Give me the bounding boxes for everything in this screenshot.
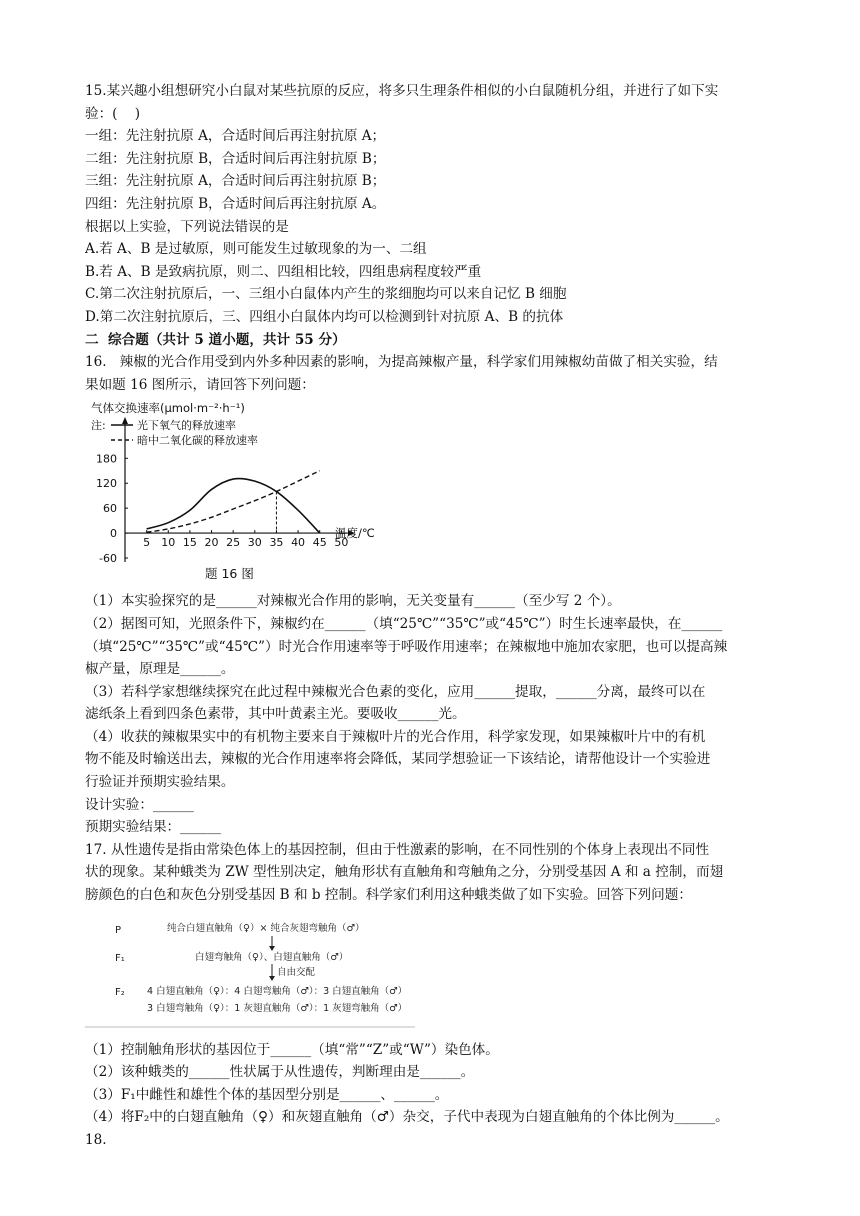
q15-option-a: A.若 A、B 是过敏原，则可能发生过敏现象的为一、二组: [85, 241, 427, 258]
question-17: [85, 839, 780, 1129]
q16-expected-result: 预期实验结果：______: [85, 819, 221, 836]
x-tick-label: 45: [312, 536, 327, 550]
q15-option-b: B.若 A、B 是致病抗原，则二、四组相比较，四组患病程度较严重: [85, 263, 482, 280]
q16-item-4c: 行验证并预期实验结果。: [85, 774, 235, 791]
chart-16: [85, 400, 375, 586]
q15-group-2: 二组：先注射抗原 B，合适时间后再注射抗原 B；: [85, 150, 386, 167]
q16-design-experiment: 设计实验：______: [85, 796, 194, 813]
q16-item-2a: （2）据图可知，光照条件下，辣椒约在______（填“25℃”“35℃”或“45℃”）时生长速率最快，在______: [85, 615, 723, 632]
q17-item-3: （3）F₁中雌性和雄性个体的基因型分别是______、______。: [85, 1086, 449, 1103]
q15-group-1: 一组：先注射抗原 A，合适时间后再注射抗原 A；: [85, 128, 386, 145]
question-18-label: 18.: [85, 1132, 107, 1148]
q17-stem-line3: 膀颜色的白色和灰色分别受基因 B 和 b 控制。科学家们利用这种蛾类做了如下实验。回答下列问题：: [85, 887, 692, 904]
generation-p-label: P: [115, 924, 122, 936]
q17-item-1: （1）控制触角形状的基因位于______（填“常”“Z”或“W”）染色体。: [85, 1041, 499, 1058]
generation-f2-row2: 3 白翅弯触角（♀）：1 灰翅直触角（♂）：1 灰翅弯触角（♂）: [147, 1002, 408, 1014]
y-tick-label: 60: [103, 502, 117, 516]
q17-stem-line2: 状的现象。某种蛾类为 ZW 型性别决定，触角形状有直触角和弯触角之分，分别受基因 A 和 a 控制，而翅: [85, 864, 724, 881]
q16-stem-line1: 16. 辣椒的光合作用受到内外多种因素的影响，为提高辣椒产量，科学家们用辣椒幼苗做了相关实验，结: [85, 354, 718, 371]
q16-item-4a: （4）收获的辣椒果实中的有机物主要来自于辣椒叶片的光合作用，科学家发现，如果辣椒叶片中的有机: [85, 728, 706, 745]
q17-stem-line1: 17. 从性遗传是指由常染色体上的基因控制，但由于性激素的影响，在不同性别的个体身上表现出不同性: [85, 841, 710, 858]
generation-p-text: 纯合白翅直触角（♀）× 纯合灰翅弯触角（♂）: [167, 922, 365, 934]
chart-y-axis-label: 气体交换速率(μmol·m⁻²·h⁻¹): [91, 401, 245, 416]
q15-option-d: D.第二次注射抗原后，三、四组小白鼠体内均可以检测到针对抗原 A、B 的抗体: [85, 308, 564, 325]
arrow-p-f1-head: [269, 946, 275, 951]
generation-f2-row1: 4 白翅直触角（♀）：4 白翅弯触角（♂）：3 白翅直触角（♂）: [147, 985, 408, 997]
q15-stem-line2: 验：( ): [85, 105, 141, 122]
cross-diagram-svg: [85, 915, 415, 1033]
q16-item-3b: 滤纸条上看到四条色素带，其中叶黄素主光。要吸收______光。: [85, 706, 466, 723]
figure-16: [85, 400, 375, 586]
q16-item-4b: 物不能及时输送出去，辣椒的光合作用速率将会降低，某同学想验证一下该结论，请帮他设计一个实验进: [85, 751, 711, 768]
q15-prompt: 根据以上实验，下列说法错误的是: [85, 218, 289, 235]
exam-page: [85, 80, 780, 1152]
q16-stem-line2: 果如题 16 图所示，请回答下列问题：: [85, 376, 315, 393]
cross-diagram: [85, 915, 415, 1033]
x-tick-label: 15: [182, 536, 197, 550]
x-tick-label: 25: [226, 536, 241, 550]
question-16: [85, 351, 780, 839]
chart-series: [147, 471, 320, 533]
q17-item-2: （2）该种蛾类的______性状属于从性遗传，判断理由是______。: [85, 1064, 475, 1081]
x-tick-label: 35: [269, 536, 284, 550]
chart-x-axis-label: 温度/℃: [335, 526, 375, 541]
arrow-f1-f2-head: [269, 976, 275, 981]
x-tick-label: 5: [143, 536, 151, 550]
legend-series-1: 光下氧气的释放速率: [137, 419, 236, 433]
q16-item-2c: 椒产量，原理是______。: [85, 661, 235, 678]
y-axis-arrow: [122, 417, 128, 424]
generation-f1-text: 白翅弯触角（♀）、白翅直触角（♂）: [195, 951, 349, 963]
q16-item-3a: （3）若科学家想继续探究在此过程中辣椒光合色素的变化，应用______提取，______分离，最终可以在: [85, 683, 706, 700]
q15-option-c: C.第二次注射抗原后，一、三组小白鼠体内产生的浆细胞均可以来自记忆 B 细胞: [85, 286, 567, 303]
y-tick-label: -60: [99, 552, 117, 566]
section-heading: 二 综合题（共计 5 道小题，共计 55 分）: [85, 331, 346, 348]
y-tick-label: 180: [96, 452, 117, 466]
generation-f2-label: F₂: [115, 986, 125, 998]
free-mating-note: 自由交配: [277, 966, 316, 978]
q15-group-4: 四组：先注射抗原 B，合适时间后再注射抗原 A。: [85, 195, 386, 212]
figure-16-caption: 题 16 图: [205, 566, 254, 582]
series-co2-release-line: [147, 471, 320, 532]
chart-legend: [91, 418, 258, 447]
x-tick-label: 30: [247, 536, 262, 550]
x-tick-label: 50: [334, 536, 349, 550]
series-oxygen-release-line: [147, 479, 320, 534]
x-tick-label: 10: [161, 536, 176, 550]
q16-item-2b: （填“25℃”“35℃”或“45℃”）时光合作用速率等于呼吸作用速率；在辣椒地中施加农家肥，也可以提高辣: [85, 638, 728, 655]
y-tick-label: 0: [110, 527, 117, 541]
x-tick-label: 20: [204, 536, 219, 550]
x-tick-label: 40: [291, 536, 306, 550]
q15-stem-line1: 15.某兴趣小组想研究小白鼠对某些抗原的反应，将多只生理条件相似的小白鼠随机分组，并进行了如下实: [85, 83, 719, 99]
generation-f1-label: F₁: [115, 952, 125, 964]
legend-series-2: 暗中二氧化碳的释放速率: [137, 434, 258, 448]
question-15: [85, 80, 780, 329]
q17-item-4: （4）将F₂中的白翅直触角（♀）和灰翅直触角（♂）杂交，子代中表现为白翅直触角的个体比例为______。: [85, 1109, 729, 1126]
q16-item-1: （1）本实验探究的是______对辣椒光合作用的影响，无关变量有______（至少写 2 个）。: [85, 593, 621, 610]
y-tick-label: 120: [96, 477, 117, 491]
legend-note-prefix: 注:: [91, 419, 106, 433]
q15-group-3: 三组：先注射抗原 A，合适时间后再注射抗原 B；: [85, 173, 386, 190]
